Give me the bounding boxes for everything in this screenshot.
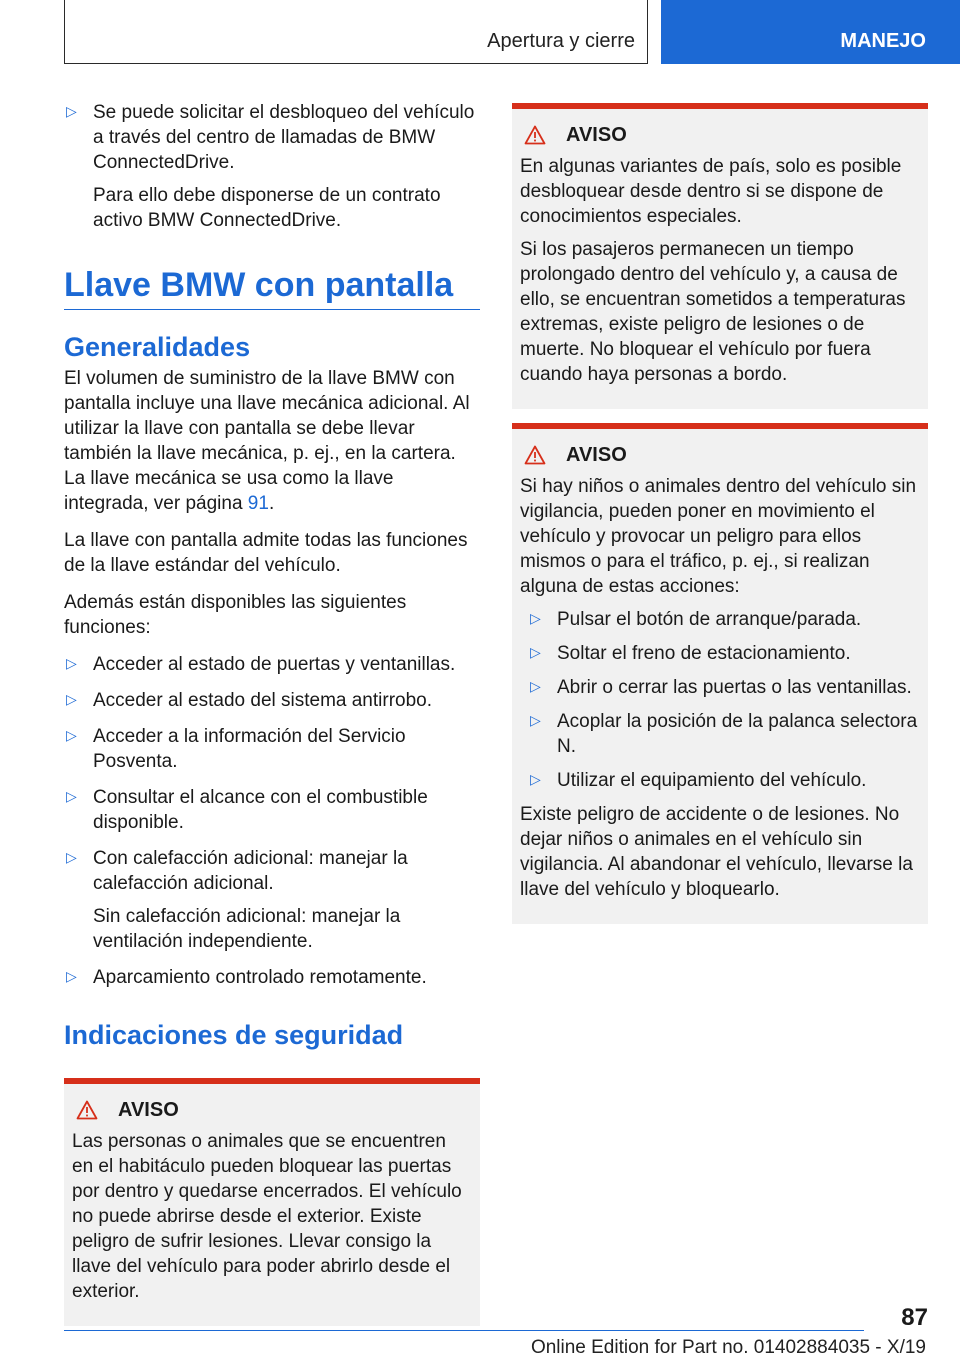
bullet-text: Consultar el alcance con el combustible disponible. <box>93 787 428 833</box>
list-item <box>64 688 480 713</box>
right-column <box>512 103 928 924</box>
list-item <box>64 100 480 233</box>
warning-text: En algunas variantes de país, solo es posible desbloquear desde dentro si se dispone de conocimientos especiales. <box>520 156 902 227</box>
warning-text: Si hay niños o animales dentro del vehículo sin vigilancia, pueden poner en movimiento el vehículo y provocar un peligro para ellos mismos o para el tráfico, p. ej., si realizan alguna de estas acciones: <box>520 476 917 597</box>
chapter-tab-label: MANEJO <box>840 30 926 52</box>
paragraph-end: . <box>268 493 275 514</box>
warning-text: Si los pasajeros permanecen un tiempo prolongado dentro del vehículo y, a causa de ello, se encuentran sometidos a temperaturas extremas, existe peligro de lesiones o de muerte. No bloquear el vehículo por fuera cuando haya personas a bordo. <box>520 239 906 385</box>
triangle-bullet-icon: ▷ <box>530 678 541 694</box>
triangle-bullet-icon: ▷ <box>530 771 541 787</box>
warning-header <box>520 123 920 147</box>
warning-text: Existe peligro de accidente o de lesiones. No dejar niños o animales en el vehículo sin vigilancia. Al abandonar el vehículo, llevarse la llave del vehículo y bloquearlo. <box>520 804 913 900</box>
triangle-bullet-icon: ▷ <box>66 788 77 804</box>
triangle-bullet-icon: ▷ <box>66 691 77 707</box>
section-heading-safety: Indicaciones de seguridad <box>64 1020 404 1050</box>
list-item <box>528 709 920 759</box>
triangle-bullet-icon: ▷ <box>530 712 541 728</box>
warning-box <box>64 1078 480 1326</box>
bullet-text: Soltar el freno de estacionamiento. <box>557 643 851 664</box>
bullet-text: Para ello debe disponerse de un contrato activo BMW ConnectedDrive. <box>93 185 441 231</box>
bullet-text: Acoplar la posición de la palanca selectora N. <box>557 711 918 757</box>
triangle-bullet-icon: ▷ <box>66 849 77 865</box>
chapter-tab[interactable] <box>661 0 960 64</box>
footer-divider <box>64 1330 864 1331</box>
bullet-text: Acceder al estado del sistema antirrobo. <box>93 690 433 711</box>
bullet-text: Aparcamiento controlado remotamente. <box>93 967 427 988</box>
triangle-bullet-icon: ▷ <box>66 727 77 743</box>
section-heading-general: Generalidades <box>64 332 251 362</box>
list-item <box>528 607 920 632</box>
paragraph-text: El volumen de suministro de la llave BMW con pantalla incluye una llave mecánica adicional. Al utilizar la llave con pantalla se debe llevar también la llave mecánica, p. ej., en la cartera. La llave mecánica se usa como la llave integrada, ver página <box>64 368 470 514</box>
warning-triangle-icon <box>76 1100 98 1120</box>
page-number: 87 <box>901 1304 928 1331</box>
list-item <box>528 641 920 666</box>
warning-text: Las personas o animales que se encuentren en el habitáculo pueden bloquear las puertas por dentro y quedarse encerrados. El vehículo no puede abrirse desde el exterior. Existe peligro de sufrir lesiones. Llevar consigo la llave del vehículo para poder abrirlo desde el exterior. <box>72 1131 462 1302</box>
triangle-bullet-icon: ▷ <box>66 103 77 119</box>
triangle-bullet-icon: ▷ <box>66 655 77 671</box>
section-title: Apertura y cierre <box>487 30 635 52</box>
list-item <box>64 965 480 990</box>
warning-box <box>512 103 928 409</box>
header-box <box>64 0 648 64</box>
warning-title: AVISO <box>566 123 627 146</box>
bullet-text: Utilizar el equipamiento del vehículo. <box>557 770 867 791</box>
warning-title: AVISO <box>118 1098 179 1121</box>
bullet-text: Sin calefacción adicional: manejar la ventilación independiente. <box>93 906 401 952</box>
list-item <box>64 785 480 835</box>
list-item <box>64 652 480 677</box>
paragraph: Además están disponibles las siguientes funciones: <box>64 592 407 638</box>
warning-title: AVISO <box>566 443 627 466</box>
bullet-text: Con calefacción adicional: manejar la calefacción adicional. <box>93 848 408 894</box>
list-item <box>528 675 920 700</box>
paragraph: La llave con pantalla admite todas las funciones de la llave estándar del vehículo. <box>64 530 468 576</box>
bullet-text: Abrir o cerrar las puertas o las ventanillas. <box>557 677 912 698</box>
bullet-text: Se puede solicitar el desbloqueo del vehículo a través del centro de llamadas de BMW ConnectedDrive. <box>93 102 475 173</box>
warning-header <box>72 1098 472 1122</box>
warning-triangle-icon <box>524 125 546 145</box>
warning-triangle-icon <box>524 445 546 465</box>
bullet-text: Acceder a la información del Servicio Posventa. <box>93 726 406 772</box>
left-column <box>64 100 480 1326</box>
page-title: Llave BMW con pantalla <box>64 263 480 310</box>
page-link[interactable]: 91 <box>247 493 269 514</box>
triangle-bullet-icon: ▷ <box>530 610 541 626</box>
bullet-text: Acceder al estado de puertas y ventanillas. <box>93 654 456 675</box>
warning-header <box>520 443 920 467</box>
triangle-bullet-icon: ▷ <box>530 644 541 660</box>
list-item <box>64 846 480 954</box>
list-item <box>64 724 480 774</box>
list-item <box>528 768 920 793</box>
paragraph <box>64 366 480 516</box>
edition-note: Online Edition for Part no. 01402884035 - X/19 <box>530 1337 926 1358</box>
warning-box <box>512 423 928 924</box>
bullet-text: Pulsar el botón de arranque/parada. <box>557 609 862 630</box>
triangle-bullet-icon: ▷ <box>66 968 77 984</box>
